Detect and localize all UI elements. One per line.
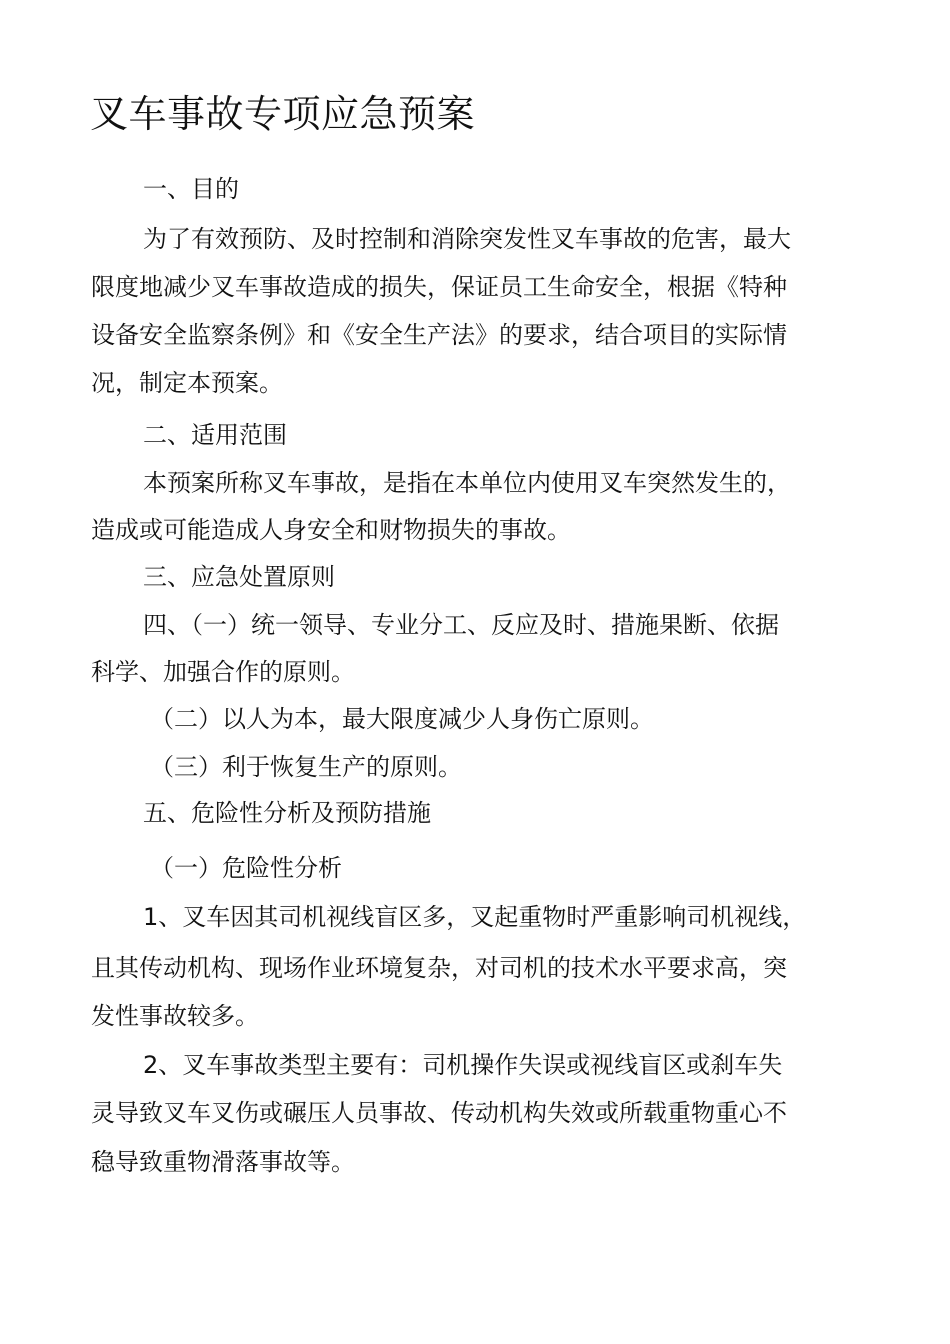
- paragraph-line: 且其传动机构、现场作业环境复杂，对司机的技术水平要求高，突: [91, 954, 787, 982]
- paragraph-line: 科学、加强合作的原则。: [91, 658, 355, 686]
- paragraph-line: 1、叉车因其司机视线盲区多，叉起重物时严重影响司机视线，: [143, 903, 807, 931]
- list-item: （二）以人为本，最大限度减少人身伤亡原则。: [150, 705, 654, 733]
- paragraph-line: 发性事故较多。: [91, 1002, 259, 1030]
- paragraph-line: 2、叉车事故类型主要有：司机操作失误或视线盲区或刹车失: [143, 1051, 783, 1079]
- paragraph-line: 灵导致叉车叉伤或碾压人员事故、传动机构失效或所载重物重心不: [91, 1099, 787, 1127]
- paragraph-line: 限度地减少叉车事故造成的损失，保证员工生命安全，根据《特种: [91, 273, 787, 301]
- document-title: 叉车事故专项应急预案: [90, 92, 476, 136]
- paragraph-line: 设备安全监察条例》和《安全生产法》的要求，结合项目的实际情: [91, 321, 787, 349]
- section-heading-principles: 三、应急处置原则: [143, 563, 335, 591]
- paragraph-line: 为了有效预防、及时控制和消除突发性叉车事故的危害，最大: [143, 225, 791, 253]
- paragraph-line: 四、（一）统一领导、专业分工、反应及时、措施果断、依据: [143, 611, 779, 639]
- section-heading-scope: 二、适用范围: [143, 421, 287, 449]
- section-heading-purpose: 一、目的: [143, 175, 239, 203]
- paragraph-line: 造成或可能造成人身安全和财物损失的事故。: [91, 516, 571, 544]
- paragraph-line: 稳导致重物滑落事故等。: [91, 1148, 355, 1176]
- paragraph-line: 本预案所称叉车事故，是指在本单位内使用叉车突然发生的，: [143, 469, 791, 497]
- section-heading-risk: 五、危险性分析及预防措施: [143, 799, 431, 827]
- subsection-heading: （一）危险性分析: [150, 854, 342, 882]
- list-item: （三）利于恢复生产的原则。: [150, 753, 462, 781]
- paragraph-line: 况，制定本预案。: [91, 369, 283, 397]
